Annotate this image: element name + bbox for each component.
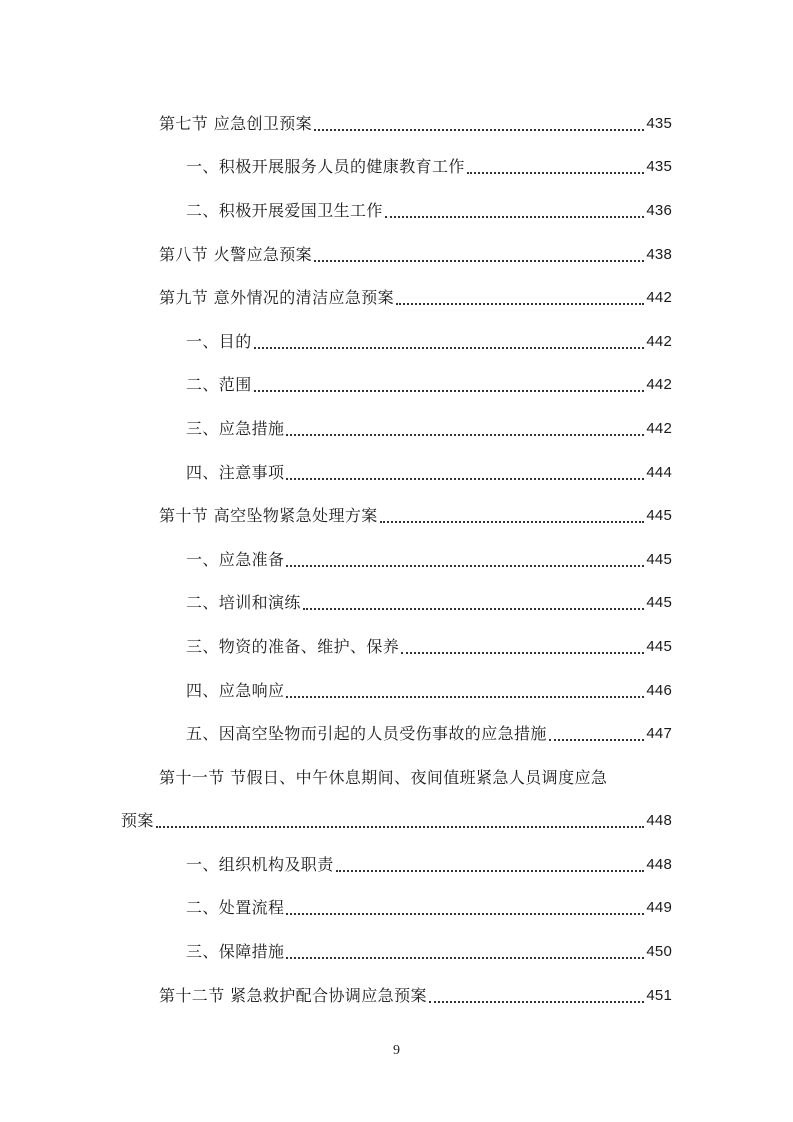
toc-entry-label: 五、因高空坠物而引起的人员受伤事故的应急措施 xyxy=(186,724,547,744)
toc-entry[interactable] xyxy=(0,102,793,146)
dot-leader xyxy=(396,288,644,308)
toc-entry-page: 445 xyxy=(646,594,672,612)
toc-entry[interactable] xyxy=(0,189,793,233)
dot-leader xyxy=(286,550,644,570)
toc-entry-page: 447 xyxy=(646,725,672,743)
toc-entry-page: 446 xyxy=(646,681,672,699)
toc-entry-page: 442 xyxy=(646,419,672,437)
dot-leader xyxy=(156,811,645,831)
toc-entry-wrapped-start[interactable] xyxy=(0,756,793,800)
toc-entry-label: 一、应急准备 xyxy=(186,549,285,569)
dot-leader xyxy=(286,942,644,962)
toc-entry-label: 三、应急措施 xyxy=(186,418,285,438)
toc-entry-page: 451 xyxy=(646,986,672,1004)
dot-leader xyxy=(314,114,644,134)
toc-entry-label: 二、积极开展爱国卫生工作 xyxy=(186,200,383,220)
toc-entry[interactable] xyxy=(0,974,793,1018)
toc-entry[interactable] xyxy=(0,712,793,756)
toc-entry[interactable] xyxy=(0,669,793,713)
dot-leader xyxy=(286,463,644,483)
dot-leader xyxy=(549,724,645,744)
toc-entry-page: 445 xyxy=(646,507,672,525)
toc-entry-page: 435 xyxy=(646,158,672,176)
toc-entry[interactable] xyxy=(0,233,793,277)
toc-entry-page: 442 xyxy=(646,376,672,394)
toc-entry-page: 442 xyxy=(646,332,672,350)
toc-entry-label: 第十二节 紧急救护配合协调应急预案 xyxy=(159,985,427,1005)
toc-entry-label: 预案 xyxy=(121,811,154,831)
toc-entry-label: 第九节 意外情况的清洁应急预案 xyxy=(159,288,395,308)
toc-entry[interactable] xyxy=(0,843,793,887)
toc-entry[interactable] xyxy=(0,364,793,408)
toc-entry[interactable] xyxy=(0,930,793,974)
toc-entry-page: 449 xyxy=(646,899,672,917)
dot-leader xyxy=(401,637,644,657)
toc-entry-page: 435 xyxy=(646,114,672,132)
toc-entry-page: 445 xyxy=(646,637,672,655)
dot-leader xyxy=(314,245,644,265)
toc-entry[interactable] xyxy=(0,887,793,931)
toc-entry-page: 445 xyxy=(646,550,672,568)
dot-leader xyxy=(303,593,645,613)
toc-entry-page: 436 xyxy=(646,201,672,219)
toc-entry[interactable] xyxy=(0,538,793,582)
dot-leader xyxy=(429,986,644,1006)
toc-entry-label: 三、保障措施 xyxy=(186,942,285,962)
dot-leader xyxy=(385,201,645,221)
toc-entry-label: 四、应急响应 xyxy=(186,680,285,700)
toc-entry[interactable] xyxy=(0,494,793,538)
toc-entry-page: 448 xyxy=(646,855,672,873)
page-number: 9 xyxy=(393,1043,400,1058)
toc-entry[interactable] xyxy=(0,320,793,364)
toc-entry-label: 第十节 高空坠物紧急处理方案 xyxy=(159,506,378,526)
dot-leader xyxy=(380,506,645,526)
toc-entry-label: 一、组织机构及职责 xyxy=(186,854,334,874)
dot-leader xyxy=(286,419,644,439)
toc-entry-label: 一、目的 xyxy=(186,331,252,351)
dot-leader xyxy=(286,681,644,701)
toc-entry-label: 二、培训和演练 xyxy=(186,593,301,613)
toc-entry-label: 二、范围 xyxy=(186,375,252,395)
dot-leader xyxy=(336,855,645,875)
toc-entry[interactable] xyxy=(0,276,793,320)
toc-entry[interactable] xyxy=(0,451,793,495)
toc-entry-wrapped-end[interactable] xyxy=(0,800,793,844)
dot-leader xyxy=(467,157,645,177)
toc-entry-label: 三、物资的准备、维护、保养 xyxy=(186,636,400,656)
toc-entry[interactable] xyxy=(0,146,793,190)
toc-entry-label: 一、积极开展服务人员的健康教育工作 xyxy=(186,157,465,177)
toc-entry-page: 442 xyxy=(646,289,672,307)
toc-entry-page: 448 xyxy=(646,812,672,830)
toc-entry-label: 二、处置流程 xyxy=(186,898,285,918)
dot-leader xyxy=(286,898,644,918)
toc-entry[interactable] xyxy=(0,625,793,669)
toc-entry-page: 450 xyxy=(646,943,672,961)
toc-entry-label: 第十一节 节假日、中午休息期间、夜间值班紧急人员调度应急 xyxy=(159,767,608,787)
dot-leader xyxy=(254,375,645,395)
table-of-contents xyxy=(0,102,793,1017)
toc-entry[interactable] xyxy=(0,407,793,451)
toc-entry-label: 第七节 应急创卫预案 xyxy=(159,113,313,133)
toc-entry-label: 第八节 火警应急预案 xyxy=(159,244,313,264)
toc-entry-page: 438 xyxy=(646,245,672,263)
toc-entry-label: 四、注意事项 xyxy=(186,462,285,482)
toc-entry[interactable] xyxy=(0,582,793,626)
dot-leader xyxy=(254,332,645,352)
toc-entry-page: 444 xyxy=(646,463,672,481)
